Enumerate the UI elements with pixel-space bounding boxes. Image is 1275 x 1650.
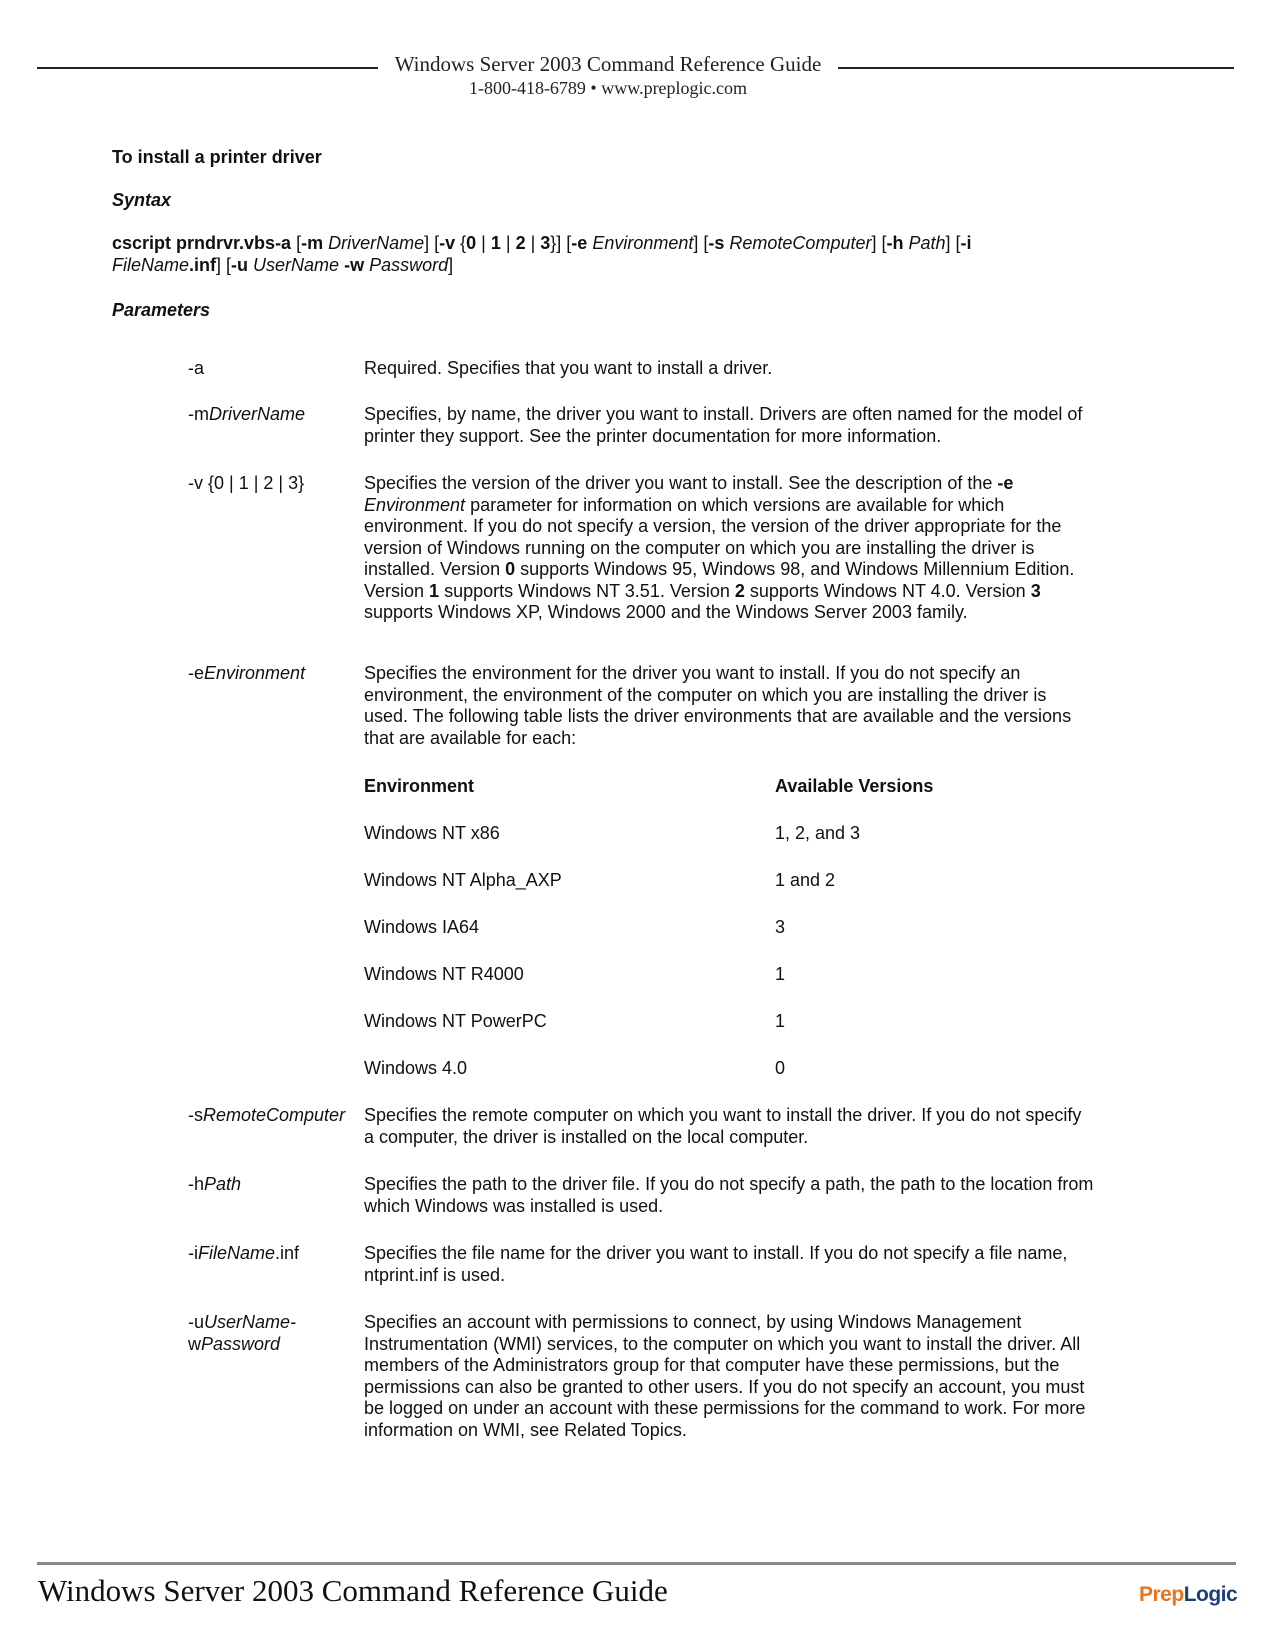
syntax-arg: RemoteComputer <box>724 233 872 253</box>
table-cell-environment: Windows NT x86 <box>364 823 500 843</box>
syntax-punct: | <box>525 233 541 253</box>
param-a-desc: Required. Specifies that you want to install a driver. <box>364 358 773 378</box>
syntax-label: Syntax <box>112 190 172 210</box>
syntax-flag: -m <box>301 233 324 253</box>
syntax-arg: DriverName <box>323 233 425 253</box>
table-cell-versions: 1 and 2 <box>775 870 836 890</box>
desc-arg: Environment <box>364 494 466 515</box>
table-cell-versions: 3 <box>775 917 786 937</box>
table-header-versions: Available Versions <box>775 776 934 796</box>
param-u-name <box>188 1312 358 1355</box>
syntax-flag: -i <box>960 233 972 253</box>
syntax-punct: | <box>500 233 516 253</box>
desc-flag: -e <box>997 473 1014 493</box>
param-flag: -m <box>188 404 209 424</box>
syntax-arg: Path <box>903 233 946 253</box>
header-contact: 1-800-418-6789 • www.preplogic.com <box>468 78 748 98</box>
footer-rule <box>37 1562 1236 1565</box>
syntax-flag: -s <box>708 233 725 253</box>
param-arg: FileName <box>198 1243 276 1263</box>
syntax-arg: Environment <box>587 233 694 253</box>
table-cell-versions: 1, 2, and 3 <box>775 823 861 843</box>
table-header-environment: Environment <box>364 776 475 796</box>
desc-text: parameter for information on which versions are available for which environment. If you do not specify a version, the version of the driver appropriate for the version of Windows running on the computer on which you are installing the driver is installed. Version <box>364 494 1062 579</box>
syntax-command: cscript prndrvr.vbs-a <box>112 233 292 253</box>
desc-text: supports Windows NT 4.0. Version <box>744 580 1031 601</box>
desc-text: supports Windows 95, Windows 98, and Windows Millennium Edition. Version <box>364 559 1075 601</box>
param-flag: -s <box>188 1105 203 1125</box>
syntax-punct: }] [ <box>550 233 572 253</box>
param-u-desc: Specifies an account with permissions to connect, by using Windows Management Instrumentation (WMI) services, to the computer on which you want to install the driver. All members of the Administrators group for that computer have these permissions, but the permissions can also be granted to other users. If you do not specify an account, you must be logged on under an account with these permissions for the command to work. For more information on WMI, see Related Topics. <box>364 1312 1086 1440</box>
syntax-version: 1 <box>490 233 501 253</box>
param-v-desc <box>364 473 1094 624</box>
syntax-punct: ] [ <box>945 233 961 253</box>
param-h-desc: Specifies the path to the driver file. If you do not specify a path, the path to the location from which Windows was installed is used. <box>364 1174 1094 1216</box>
syntax-version: 2 <box>515 233 526 253</box>
param-e-desc: Specifies the environment for the driver you want to install. If you do not specify an environment, the environment of the computer on which you are installing the driver is used. The following table lists the driver environments that are available and the versions that are available for each: <box>364 663 1072 748</box>
param-flag: -h <box>188 1174 205 1194</box>
param-arg: Password <box>201 1333 281 1354</box>
syntax-flag: -h <box>886 233 904 253</box>
syntax-punct: ] [ <box>693 233 709 253</box>
param-m-desc: Specifies, by name, the driver you want to install. Drivers are often named for the model of printer they support. See the printer documentation for more information. <box>364 404 1083 446</box>
header-rule-left <box>37 67 378 69</box>
param-h-name <box>188 1174 358 1196</box>
param-e-name <box>188 663 358 685</box>
table-cell-versions: 1 <box>775 964 786 984</box>
syntax-punct: ] [ <box>424 233 440 253</box>
desc-text: supports Windows XP, Windows 2000 and the Windows Server 2003 family. <box>364 602 968 622</box>
desc-version: 0 <box>505 559 516 579</box>
header-title: Windows Server 2003 Command Reference Guide <box>394 52 822 76</box>
syntax-flag: -w <box>344 254 365 275</box>
param-m-name <box>188 404 358 426</box>
param-arg: Environment <box>204 663 306 683</box>
param-flag: w <box>188 1333 201 1354</box>
param-arg: Path <box>204 1174 242 1194</box>
syntax-punct: [ <box>291 233 302 253</box>
table-cell-environment: Windows 4.0 <box>364 1058 468 1078</box>
parameters-label: Parameters <box>112 300 211 320</box>
section-heading: To install a printer driver <box>112 147 322 167</box>
syntax-flag: -v <box>439 233 456 253</box>
syntax-ext: .inf <box>189 254 217 275</box>
syntax-version: 0 <box>466 233 477 253</box>
param-arg: UserName- <box>204 1312 297 1332</box>
param-v-name: -v {0 | 1 | 2 | 3} <box>188 473 305 493</box>
syntax-punct: { <box>455 233 467 253</box>
param-flag: -e <box>188 663 205 683</box>
syntax-version: 3 <box>540 233 551 253</box>
syntax-punct: ] [ <box>871 233 887 253</box>
syntax-line <box>112 233 1112 276</box>
table-cell-environment: Windows NT PowerPC <box>364 1011 547 1031</box>
desc-text: Specifies the version of the driver you want to install. See the description of the <box>364 473 998 493</box>
table-cell-environment: Windows IA64 <box>364 917 480 937</box>
table-cell-environment: Windows NT Alpha_AXP <box>364 870 562 890</box>
syntax-flag: -e <box>571 233 588 253</box>
desc-version: 1 <box>429 580 440 601</box>
syntax-arg: FileName <box>112 254 190 275</box>
syntax-flag: -u <box>231 254 249 275</box>
desc-text: supports Windows NT 3.51. Version <box>439 580 735 601</box>
param-i-desc: Specifies the file name for the driver you want to install. If you do not specify a file name, ntprint.inf is used. <box>364 1243 1068 1285</box>
footer-title: Windows Server 2003 Command Reference Guide <box>38 1573 668 1608</box>
syntax-punct: | <box>476 233 491 253</box>
preplogic-logo <box>1139 1583 1237 1607</box>
param-a-name: -a <box>188 358 205 378</box>
logo-part-logic: Logic <box>1183 1583 1238 1606</box>
desc-version: 2 <box>734 580 745 601</box>
desc-version: 3 <box>1030 580 1041 601</box>
param-arg: DriverName <box>209 404 306 424</box>
param-i-name <box>188 1243 358 1265</box>
param-flag: -i <box>188 1243 198 1263</box>
table-cell-versions: 1 <box>775 1011 786 1031</box>
header-rule-right <box>838 67 1234 69</box>
param-s-desc: Specifies the remote computer on which you want to install the driver. If you do not specify a computer, the driver is installed on the local computer. <box>364 1105 1082 1147</box>
param-arg: RemoteComputer <box>203 1105 346 1125</box>
syntax-arg: UserName <box>248 254 345 275</box>
syntax-punct: ] [ <box>216 254 232 275</box>
syntax-arg: Password <box>364 254 449 275</box>
table-cell-environment: Windows NT R4000 <box>364 964 524 984</box>
param-s-name <box>188 1105 368 1127</box>
table-cell-versions: 0 <box>775 1058 786 1078</box>
logo-part-prep: Prep <box>1139 1583 1184 1606</box>
param-flag: -u <box>188 1312 205 1332</box>
syntax-punct: ] <box>448 254 454 275</box>
param-ext: .inf <box>275 1243 300 1263</box>
